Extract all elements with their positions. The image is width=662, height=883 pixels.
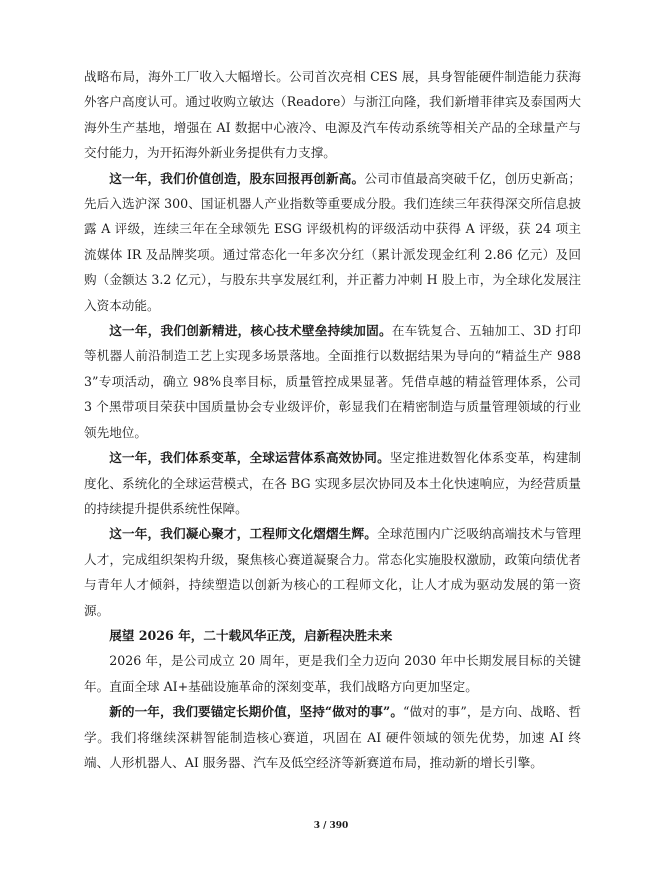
document-body xyxy=(84,64,581,775)
paragraph-2026 xyxy=(84,648,581,699)
paragraph-overseas xyxy=(84,64,581,166)
paragraph-innovation xyxy=(84,318,581,445)
paragraph-lead: 这一年，我们凝心聚才，工程师文化熠熠生辉。 xyxy=(109,526,378,542)
paragraph-text: 在车铣复合、五轴加工、3D 打印等机器人前沿制造工艺上实现多场景落地。全面推行以数据结果为导向的“精益生产 9883”专项活动，确立 98%良率目标，质量管控成果显著。凭借卓越的精益管理体系，公司 3 个黑带项目荣获中国质量协会专业级评价，彰显我们在精密制造与质量管理领域的行业领先地位。 xyxy=(84,323,581,440)
paragraph-lead: 这一年，我们体系变革，全球运营体系高效协同。 xyxy=(109,450,390,466)
paragraph-talent xyxy=(84,521,581,623)
section-heading: 展望 2026 年，二十载风华正茂，启新程决胜未来 xyxy=(109,627,393,643)
paragraph-system-reform xyxy=(84,445,581,521)
paragraph-lead: 这一年，我们创新精进，核心技术壁垒持续加固。 xyxy=(109,323,392,339)
paragraph-text: 公司市值最高突破千亿，创历史新高；先后入选沪深 300、国证机器人产业指数等重要成分股。我们连续三年获得深交所信息披露 A 评级，连续三年在全球领先 ESG 评级机构的评级活动中获得 A 评级，获 24 项主流媒体 IR 及品牌奖项。通过常态化一年多次分红（累计派发现金红利 2.86 亿元）及回购（金额达 3.2 亿元），与股东共享发展红利，并正蓄力冲刺 H 股上市，为全球化发展注入资本动能。 xyxy=(84,170,582,313)
paragraph-lead: 这一年，我们价值创造，股东回报再创新高。 xyxy=(109,170,365,186)
paragraph-new-year xyxy=(84,699,581,775)
paragraph-text: 战略布局，海外工厂收入大幅增长。公司首次亮相 CES 展，具身智能硬件制造能力获海外客户高度认可。通过收购立敏达（Readore）与浙江向隆，我们新增菲律宾及泰国两大海外生产基地，增强在 AI 数据中心液冷、电源及汽车传动系统等相关产品的全球量产与交付能力，为开拓海外新业务提供有力支撑。 xyxy=(84,69,581,161)
paragraph-text: 全球范围内广泛吸纳高端技术与管理人才，完成组织架构升级，聚焦核心赛道凝聚合力。常态化实施股权激励，政策向绩优者与青年人才倾斜，持续塑造以创新为核心的工程师文化，让人才成为驱动发展的第一资源。 xyxy=(84,526,582,618)
paragraph-text: “做对的事”，是方向、战略、哲学。我们将继续深耕智能制造核心赛道，巩固在 AI 硬件领域的领先优势，加速 AI 终端、人形机器人、AI 服务器、汽车及低空经济等新赛道布局，推动新的增长引擎。 xyxy=(84,704,581,770)
paragraph-lead: 新的一年，我们要锚定长期价值，坚持“做对的事”。 xyxy=(109,704,404,720)
paragraph-text: 坚定推进数智化体系变革，构建制度化、系统化的全球运营模式，在各 BG 实现多层次协同及本土化快速响应，为经营质量的持续提升提供系统性保障。 xyxy=(84,450,582,516)
paragraph-text: 2026 年，是公司成立 20 周年，更是我们全力迈向 2030 年中长期发展目标的关键年。直面全球 AI+基础设施革命的深刻变革，我们战略方向更加坚定。 xyxy=(84,653,581,694)
page-number: 3 / 390 xyxy=(313,821,349,831)
paragraph-shareholder-value xyxy=(84,166,581,318)
